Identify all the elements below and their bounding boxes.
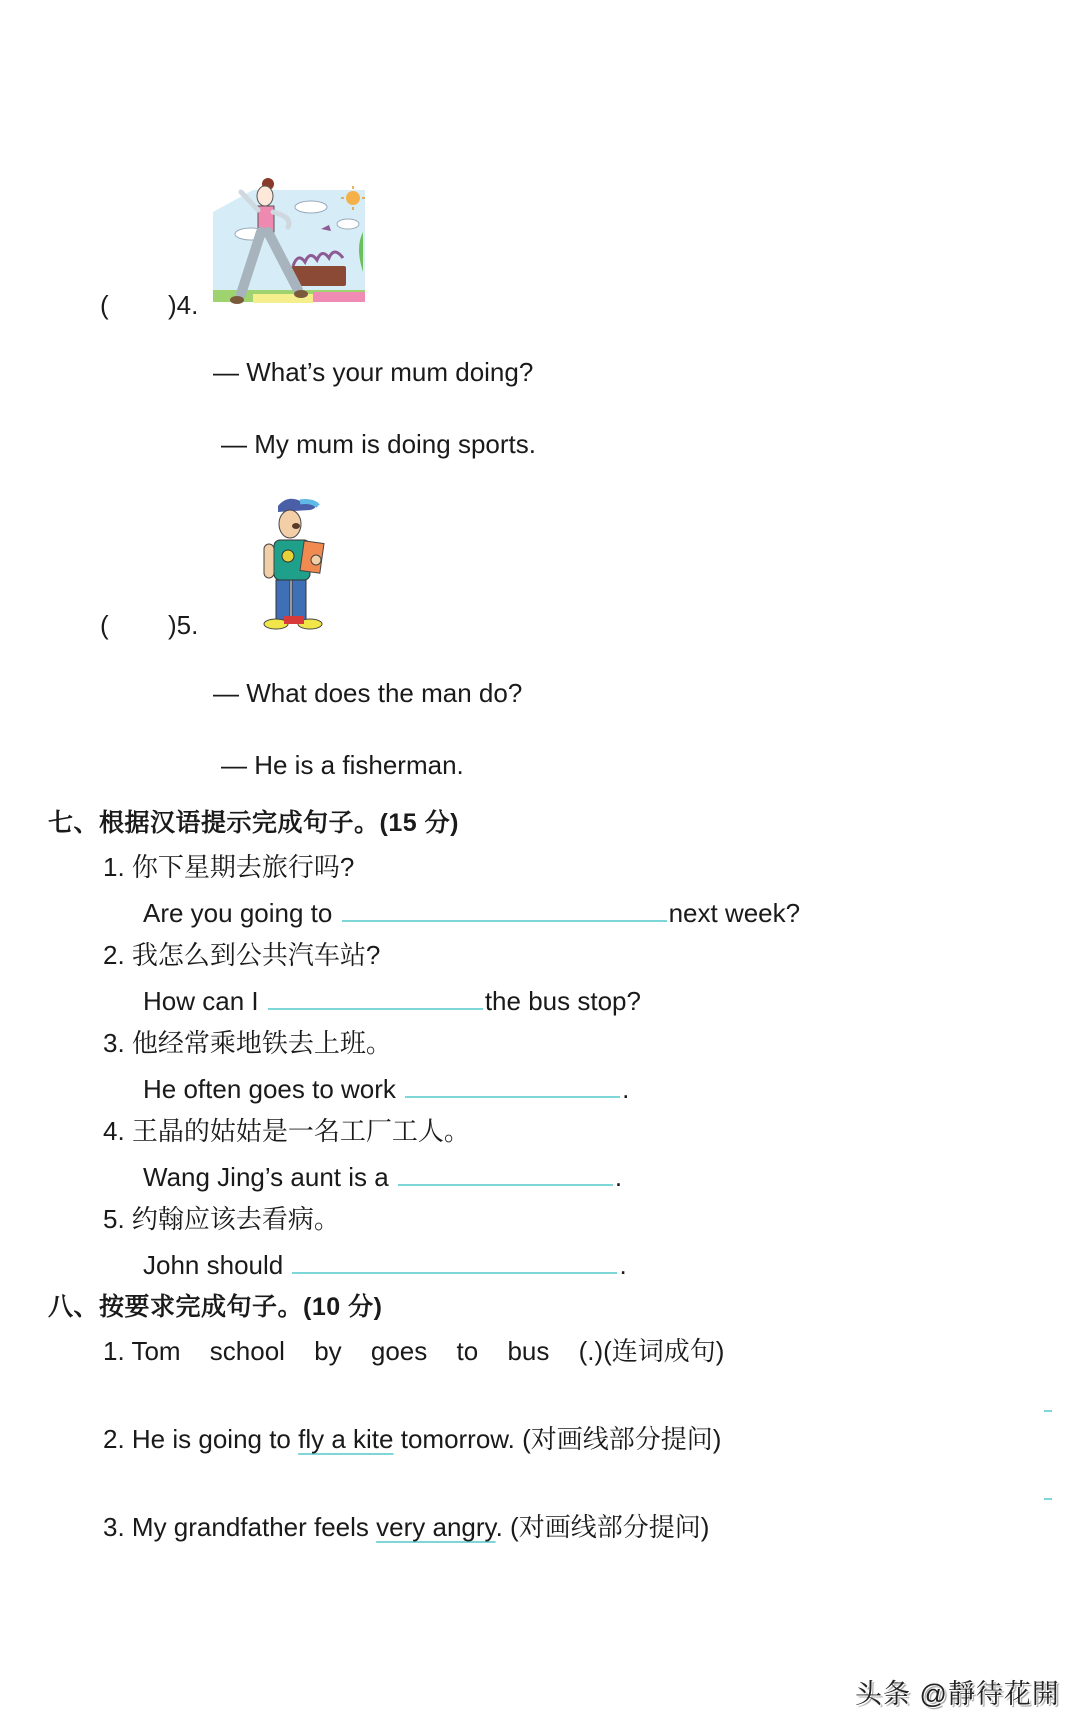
section-8-item-1 <box>103 1336 724 1366</box>
section-8-heading: 八、按要求完成句子。(10 分) <box>48 1293 383 1321</box>
answer-blank[interactable] <box>268 984 483 1010</box>
dialogue-question: — What’s your mum doing? <box>213 357 534 387</box>
scrambled-word: by <box>314 1336 342 1366</box>
section-7-item-2-prompt: 2. 我怎么到公共汽车站? <box>103 940 381 970</box>
woman-jogging-icon <box>213 172 365 314</box>
woman-jogging-picture <box>213 172 365 314</box>
sentence-before: John should <box>143 1250 291 1280</box>
margin-mark <box>1044 1410 1052 1412</box>
instruction-note: (.)(连词成句) <box>578 1336 725 1366</box>
question-number: )4. <box>168 290 199 320</box>
sentence-after: next week? <box>668 898 801 928</box>
answer-blank[interactable] <box>342 896 667 922</box>
dialogue-answer: — My mum is doing sports. <box>221 429 536 459</box>
underlined-phrase: very angry <box>376 1512 496 1542</box>
dialogue-question: — What does the man do? <box>213 678 523 708</box>
man-with-clipboard-picture <box>258 496 332 634</box>
answer-paren-open: ( <box>100 610 109 640</box>
watermark: 头条 @靜待花開 <box>855 1679 1060 1709</box>
underlined-phrase: fly a kite <box>298 1424 394 1454</box>
answer-blank[interactable] <box>398 1160 613 1186</box>
sentence-before: He often goes to work <box>143 1074 404 1104</box>
scrambled-word: to <box>456 1336 479 1366</box>
section-8-item-3 <box>103 1512 709 1542</box>
scrambled-word: school <box>209 1336 285 1366</box>
sentence-after: . <box>614 1162 623 1192</box>
scrambled-word: bus <box>507 1336 550 1366</box>
question-number: )5. <box>168 610 199 640</box>
sentence-before: Are you going to <box>143 898 340 928</box>
section-8-item-2 <box>103 1424 721 1454</box>
sentence-before: Wang Jing’s aunt is a <box>143 1162 396 1192</box>
answer-paren-open: ( <box>100 290 109 320</box>
scrambled-word: goes <box>370 1336 428 1366</box>
section-7-item-5-prompt: 5. 约翰应该去看病。 <box>103 1204 340 1234</box>
section-7-item-2-sentence <box>143 984 641 1016</box>
sentence-after: . <box>622 1074 630 1104</box>
sentence-before: 2. He is going to <box>103 1424 299 1454</box>
section-7-item-3-prompt: 3. 他经常乘地铁去上班。 <box>103 1028 392 1058</box>
section-7-item-1-sentence <box>143 896 800 928</box>
man-with-clipboard-icon <box>258 496 332 634</box>
section-7-item-4-sentence <box>143 1160 622 1192</box>
section-7-heading: 七、根据汉语提示完成句子。(15 分) <box>48 809 459 837</box>
scrambled-word: 1. Tom <box>103 1336 181 1366</box>
section-7-item-1-prompt: 1. 你下星期去旅行吗? <box>103 852 355 882</box>
sentence-after: . (对画线部分提问) <box>495 1512 710 1542</box>
sentence-before: How can I <box>143 986 266 1016</box>
sentence-before: 3. My grandfather feels <box>103 1512 377 1542</box>
section-7-item-5-sentence <box>143 1248 627 1280</box>
margin-mark <box>1044 1498 1052 1500</box>
sentence-after: the bus stop? <box>484 986 641 1016</box>
sentence-after: . <box>619 1250 627 1280</box>
answer-blank[interactable] <box>292 1248 617 1274</box>
dialogue-answer: — He is a fisherman. <box>221 750 464 780</box>
sentence-after: tomorrow. (对画线部分提问) <box>393 1424 722 1454</box>
answer-blank[interactable] <box>405 1072 620 1098</box>
section-7-item-3-sentence <box>143 1072 629 1104</box>
section-7-item-4-prompt: 4. 王晶的姑姑是一名工厂工人。 <box>103 1116 470 1146</box>
